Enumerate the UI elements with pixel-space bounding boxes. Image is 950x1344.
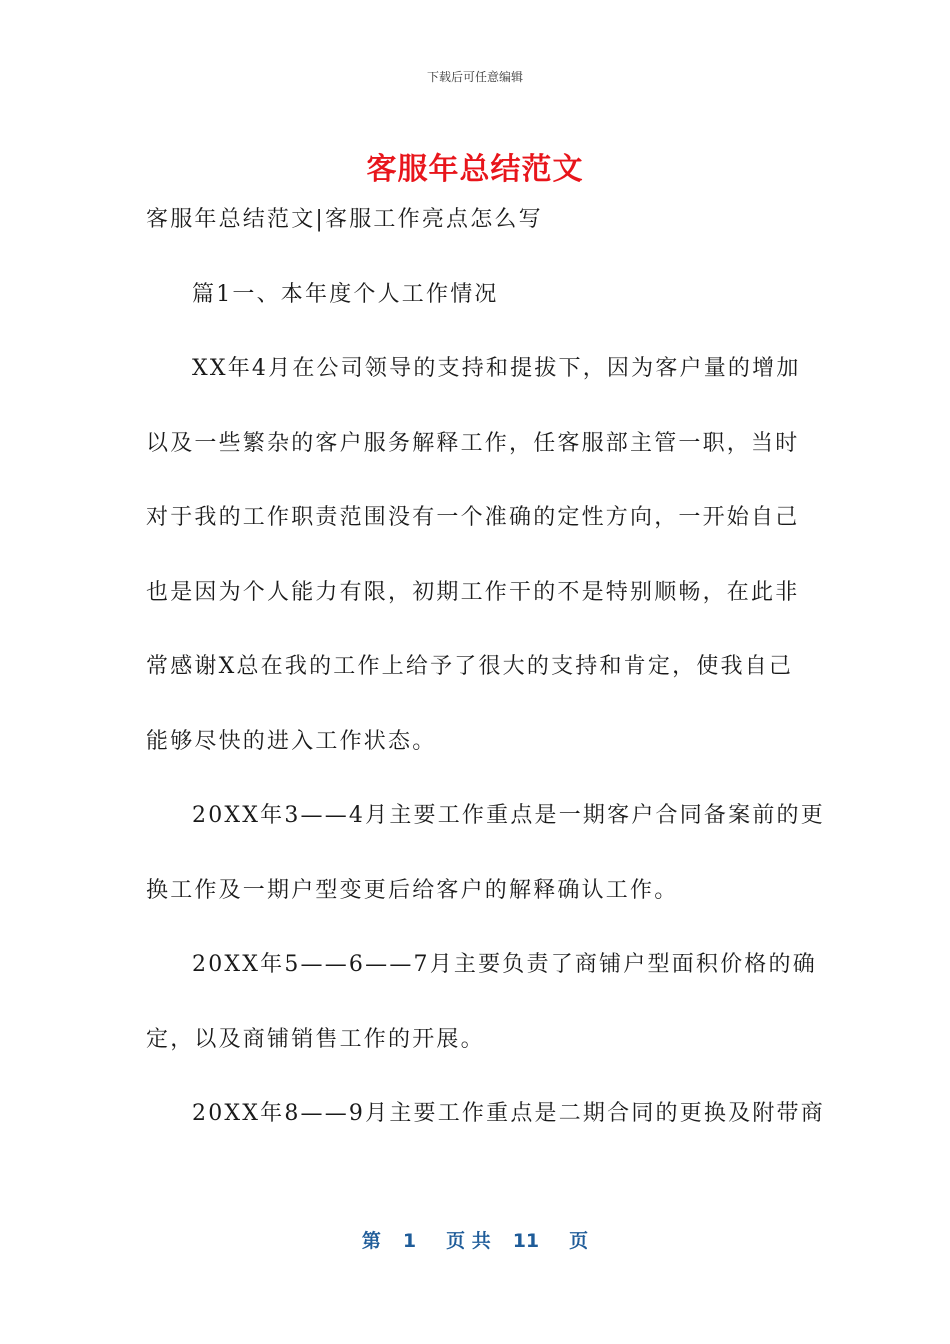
body-line: 常感谢X总在我的工作上给予了很大的支持和肯定，使我自己 [146,654,794,679]
body-line: 20XX年3——4月主要工作重点是一期客户合同备案前的更 [192,803,825,828]
document-title: 客服年总结范文 [366,152,584,187]
body-line: 以及一些繁杂的客户服务解释工作，任客服部主管一职，当时 [146,430,800,456]
footer-prefix: 第 [361,1230,381,1252]
total-pages-number: 11 [512,1230,540,1252]
footer-suffix: 页 [569,1230,589,1252]
body-line: 定，以及商铺销售工作的开展。 [146,1026,485,1052]
body-line: 客服年总结范文|客服工作亮点怎么写 [146,207,543,232]
footer-middle: 页 共 [446,1230,491,1252]
body-line: 20XX年8——9月主要工作重点是二期合同的更换及附带商 [192,1101,825,1126]
body-line: 能够尽快的进入工作状态。 [146,728,437,754]
header-note: 下载后可任意编辑 [426,70,523,84]
body-line: 也是因为个人能力有限，初期工作干的不是特别顺畅，在此非 [146,579,800,605]
document-body [146,198,825,1167]
body-line: 换工作及一期户型变更后给客户的解释确认工作。 [146,877,679,903]
current-page-number: 1 [402,1230,417,1252]
body-line: 篇1一、本年度个人工作情况 [192,281,499,307]
body-line: XX年4月在公司领导的支持和提拔下，因为客户量的增加 [192,356,801,381]
body-line: 20XX年5——6——7月主要负责了商铺户型面积价格的确 [192,952,817,977]
body-line: 对于我的工作职责范围没有一个准确的定性方向，一开始自己 [146,505,800,530]
page-footer [0,1226,950,1253]
